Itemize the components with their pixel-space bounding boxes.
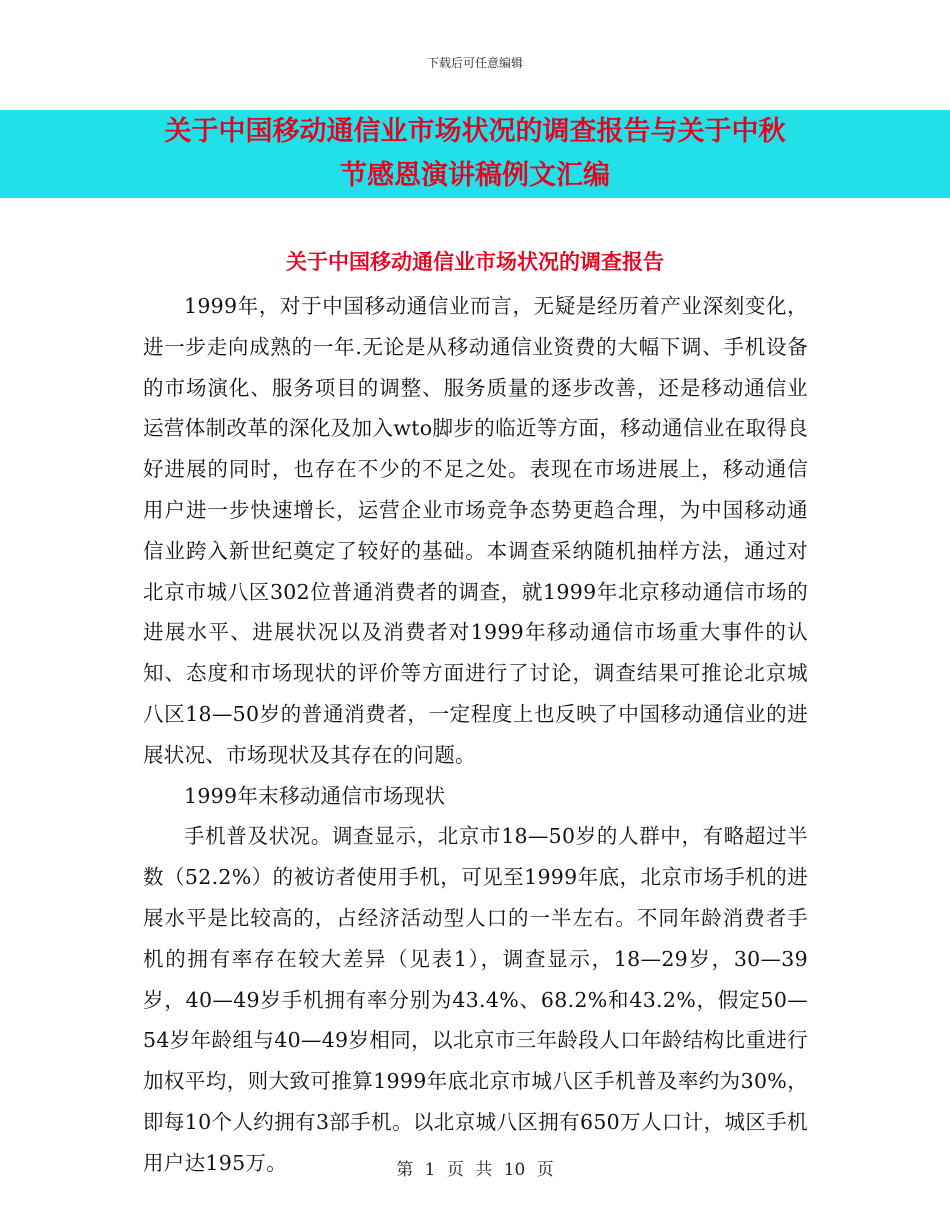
document-title-line-1: 关于中国移动通信业市场状况的调查报告与关于中秋 [164,116,786,147]
page-number-footer: 第 1 页 共 10 页 [396,1160,554,1180]
header-note: 下载后可任意编辑 [426,56,523,70]
paragraph-subheading: 1999年末移动通信市场现状 [184,783,446,808]
body-text [143,286,808,1184]
paragraph-phone-penetration: 手机普及状况。调查显示，北京市18—50岁的人群中，有略超过半数（52.2%）的被访者使用手机，可见至1999年底，北京市场手机的进展水平是比较高的，占经济活动型人口的一半左右。不同年龄消费者手机的拥有率存在较大差异（见表1），调查显示，18—29岁，30—39岁，40—49岁手机拥有率分别为43.4%、68.2%和43.2%，假定50—54岁年龄组与40—49岁相同，以北京市三年龄段人口年龄结构比重进行加权平均，则大致可推算1999年底北京市城八区手机普及率约为30%，即每10个人约拥有3部手机。以北京城八区拥有650万人口计，城区手机用户达195万。 [143,824,808,1175]
document-title [0,110,950,198]
document-title-line-2: 节感恩演讲稿例文汇编 [340,160,610,191]
section-heading: 关于中国移动通信业市场状况的调查报告 [286,250,664,274]
paragraph-intro: 1999年，对于中国移动通信业而言，无疑是经历着产业深刻变化，进一步走向成熟的一年.无论是从移动通信业资费的大幅下调、手机设备的市场演化、服务项目的调整、服务质量的逐步改善，还是移动通信业运营体制改革的深化及加入wto脚步的临近等方面，移动通信业在取得良好进展的同时，也存在不少的不足之处。表现在市场进展上，移动通信用户进一步快速增长，运营企业市场竞争态势更趋合理，为中国移动通信业跨入新世纪奠定了较好的基础。本调查采纳随机抽样方法，通过对北京市城八区302位普通消费者的调查，就1999年北京移动通信市场的进展水平、进展状况以及消费者对1999年移动通信市场重大事件的认知、态度和市场现状的评价等方面进行了讨论，调查结果可推论北京城八区18—50岁的普通消费者，一定程度上也反映了中国移动通信业的进展状况、市场现状及其存在的问题。 [143,294,808,767]
